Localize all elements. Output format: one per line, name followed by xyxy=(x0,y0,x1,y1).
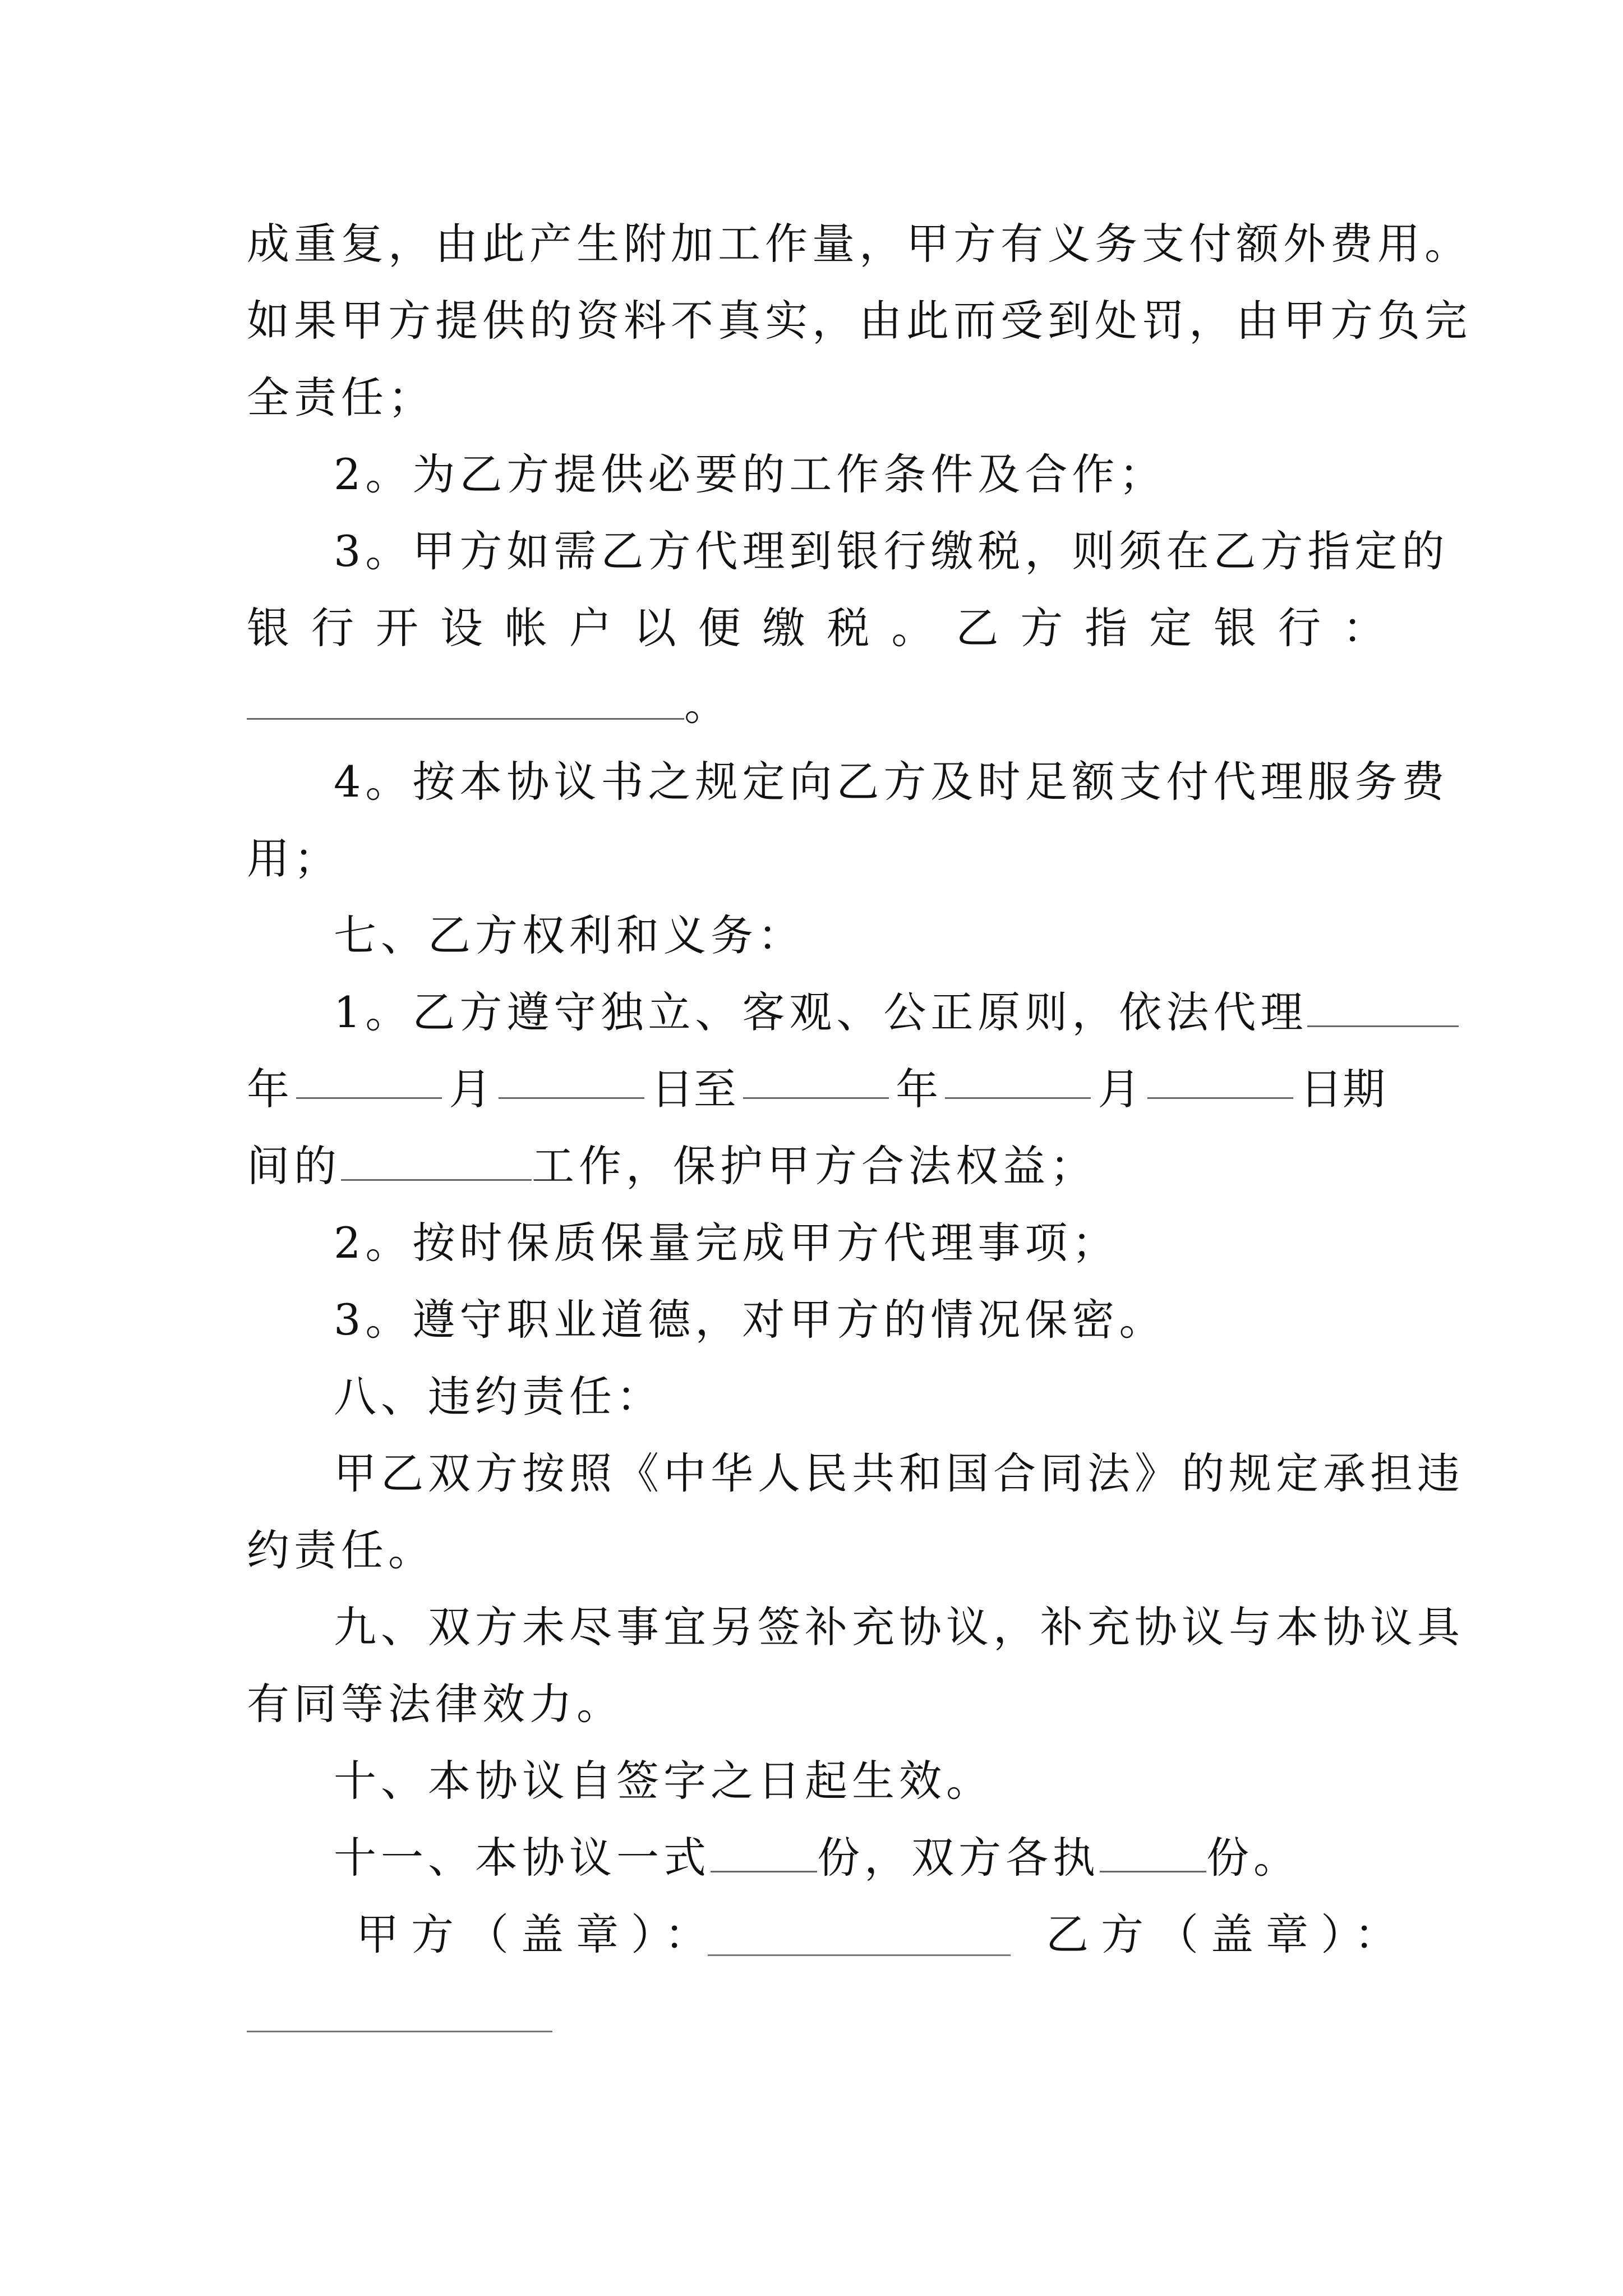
date-blank[interactable] xyxy=(296,1056,442,1099)
paragraph-line: 甲乙双方按照《中华人民共和国合同法》的规定承担违 xyxy=(334,1448,1464,1498)
bank-line-char: 户 xyxy=(569,603,612,653)
date-label: 日期 xyxy=(1299,1064,1385,1114)
section-heading-7: 七、乙方权利和义务： xyxy=(334,910,805,960)
bank-line-char: 开 xyxy=(375,603,418,653)
date-label: 年 xyxy=(896,1064,939,1114)
bank-line-char: 行 xyxy=(1278,603,1321,653)
work-scope-blank[interactable] xyxy=(341,1138,532,1181)
section-heading-9: 九、双方未尽事宜另签补充协议，补充协议与本协议具 xyxy=(334,1602,1464,1652)
copies-text: 份，双方各执 xyxy=(817,1833,1100,1883)
date-label: 年 xyxy=(247,1064,289,1114)
year-blank[interactable] xyxy=(1307,984,1459,1027)
paragraph-line: 有同等法律效力。 xyxy=(247,1679,624,1729)
bank-line-char: 帐 xyxy=(504,603,547,653)
bank-line-char: 银 xyxy=(1214,603,1257,653)
party-a-seal-blank[interactable] xyxy=(708,1954,1011,1956)
clause-1-line xyxy=(334,979,1385,1046)
section-heading-11 xyxy=(334,1824,1385,1892)
bank-line-char: 税 xyxy=(827,603,870,653)
bank-line-char: 缴 xyxy=(762,603,805,653)
bank-line-char: 。 xyxy=(891,603,934,653)
bank-line-char: 乙 xyxy=(956,603,999,653)
bank-line-char: 指 xyxy=(1085,603,1128,653)
bank-line-char: 方 xyxy=(1020,603,1063,653)
party-b-seal-label: 乙方（盖章）： xyxy=(1046,1910,1409,1959)
paragraph-line: 约责任。 xyxy=(247,1525,435,1575)
paragraph-line: 用； xyxy=(247,834,341,884)
bank-line-char: 行 xyxy=(311,603,354,653)
date-blank[interactable] xyxy=(743,1056,889,1099)
clause-2-line: 2。为乙方提供必要的工作条件及合作； xyxy=(334,449,1166,499)
copies-text: 份。 xyxy=(1206,1833,1301,1883)
section-heading-10: 十、本协议自签字之日起生效。 xyxy=(334,1756,993,1806)
party-b-label-line xyxy=(1046,1901,1409,1968)
bank-line-char: 以 xyxy=(633,603,676,653)
period: 。 xyxy=(684,680,731,730)
party-a-seal-label: 甲方（盖章）： xyxy=(356,1910,720,1959)
work-scope-line xyxy=(247,1133,1385,1200)
party-b-seal-blank[interactable] xyxy=(247,2031,552,2032)
bank-line xyxy=(247,595,1385,662)
copies-total-blank[interactable] xyxy=(711,1829,817,1872)
clause-3-line: 3。甲方如需乙方代理到银行缴税，则须在乙方指定的 xyxy=(334,526,1449,576)
work-scope-text: 工作，保护甲方合法权益； xyxy=(532,1141,1097,1191)
section-heading-8: 八、违约责任： xyxy=(334,1372,663,1421)
bank-line-char: 设 xyxy=(440,603,483,653)
date-blank[interactable] xyxy=(945,1056,1091,1099)
paragraph-line: 如果甲方提供的资料不真实，由此而受到处罚，由甲方负完 xyxy=(247,296,1472,346)
bank-name-blank[interactable] xyxy=(247,677,684,720)
bank-line-char: ： xyxy=(1342,603,1385,653)
clause-1-text: 1。乙方遵守独立、客观、公正原则，依法代理 xyxy=(334,987,1308,1037)
bank-line-char: 便 xyxy=(698,603,741,653)
date-label: 月 xyxy=(1098,1064,1141,1114)
paragraph-line: 成重复，由此产生附加工作量，甲方有义务支付额外费用。 xyxy=(247,219,1472,269)
paragraph-line: 全责任； xyxy=(247,372,435,422)
clause-3-line: 3。遵守职业道德，对甲方的情况保密。 xyxy=(334,1295,1166,1345)
date-blank[interactable] xyxy=(499,1056,644,1099)
bank-line-char: 定 xyxy=(1149,603,1192,653)
bank-line-char: 银 xyxy=(247,603,289,653)
date-label: 月 xyxy=(449,1064,492,1114)
date-label: 日至 xyxy=(651,1064,736,1114)
date-blank[interactable] xyxy=(1147,1056,1293,1099)
copies-each-blank[interactable] xyxy=(1100,1829,1206,1872)
work-scope-label: 间的 xyxy=(247,1141,341,1191)
clause-4-line: 4。按本协议书之规定向乙方及时足额支付代理服务费 xyxy=(334,757,1449,807)
date-range-line xyxy=(247,1056,1385,1123)
bank-name-line xyxy=(247,671,1385,739)
clause-2-line: 2。按时保质保量完成甲方代理事项； xyxy=(334,1218,1119,1268)
copies-text: 十一、本协议一式 xyxy=(334,1833,711,1883)
